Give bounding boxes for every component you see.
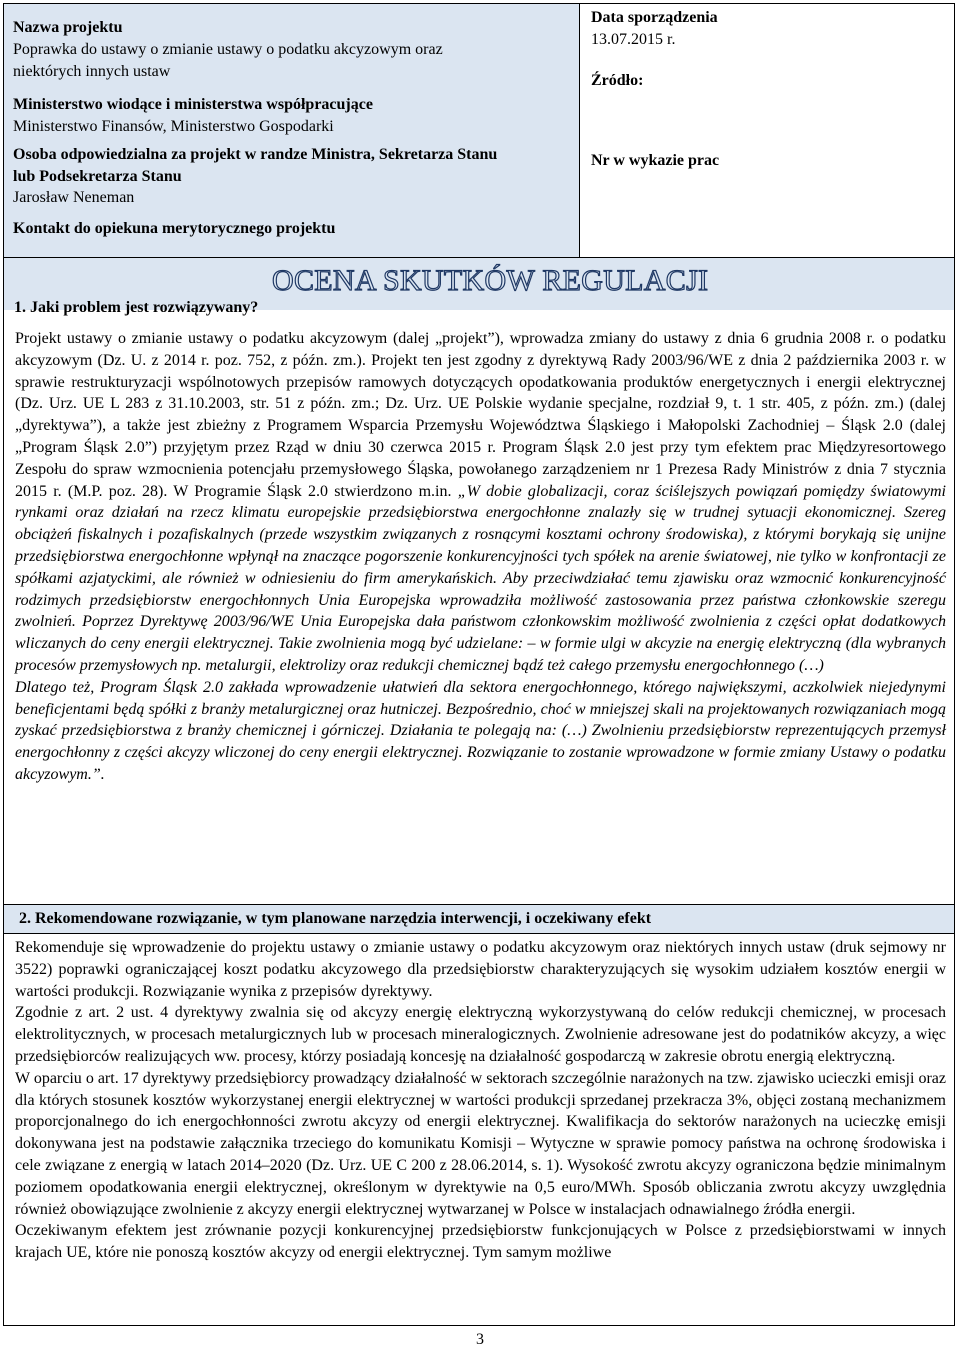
project-label: Nazwa projektu: [13, 19, 123, 36]
worklist-label: Nr w wykazie prac: [591, 152, 720, 169]
section1-text-a: Projekt ustawy o zmianie ustawy o podatku akcyzowym (dalej „projekt”), wprowadza zmiany do ustawy z dnia 6 grudnia 2008 r. o podatku akcyzowym (Dz. U. z 2014 r. poz. 752, z późn. zm.). Projekt ten jest zgodny z dyrektywą Rady 2003/96/WE z dnia 2 października 2003 r. w sprawie restrukturyzacji wspólnotowych przepisów ramowych dotyczących opodatkowania produktów energetycznych i energii elektrycznej (Dz. Urz. UE L 283 z 31.10.2003, str. 51 z późn. zm.; Dz. Urz. UE Polskie wydanie specjalne, rozdział 9, t. 1 str. 405, z późn. zm.) (dalej „dyrektywa”), a także jest zbieżny z Programem Wsparcia Przemysłu Województwa Śląskiego i Małopolski Zachodniej – Śląsk 2.0 (dalej „Program Śląsk 2.0”) przyjętym przez Rząd w dniu 30 czerwca 2015 r. Program Śląsk 2.0 jest przy tym efektem prac Międzyresortowego Zespołu do spraw wzmocnienia potencjału przemysłowego Śląska, powołanego zarządzeniem nr 1 Prezesa Rady Ministrów z dnia 7 stycznia 2015 r. (M.P. poz. 28). W Programie Śląsk 2.0 stwierdzono m.in.: [15, 330, 946, 500]
person-value: Jarosław Neneman: [13, 189, 135, 206]
source-label: Źródło:: [591, 72, 644, 89]
section2-para2: Zgodnie z art. 2 ust. 4 dyrektywy zwalnia się od akcyzy energię elektryczną wykorzystywaną do celów redukcji chemicznej, w procesach elektrolitycznych, w procesach metalurgicznych lub w procesach mineralogicznych. Zwolnienie adresowane jest do podatników akcyzy, a więc przedsiębiorców realizujących ww. procesy, którzy posiadają koncesję na działalność gospodarczą w zakresie obrotu energią elektryczną.: [15, 1004, 946, 1065]
header-left-cell: [4, 4, 580, 257]
section2-heading: 2. Rekomendowane rozwiązanie, w tym planowane narzędzia interwencji, i oczekiwany efekt: [19, 910, 652, 927]
header-right-cell: [580, 4, 954, 257]
section1-quote-a: „W dobie globalizacji, coraz ściślejszych powiązań pomiędzy światowymi rynkami oraz działań na rzecz klimatu europejskie przedsiębiorstwa energochłonne znalazły się w trudnej sytuacji ekonomicznej. Szereg obciążeń fiskalnych i pozafiskalnych (przede wszystkim związanych z rosnącymi kosztami ochrony środowiska), z którymi borykają się unijne przedsiębiorstwa energochłonne wpłynął na znaczące pogorszenie konkurencyjności tych spółek na arenie światowej, nie tylko w konfrontacji ze spółkami azjatyckimi, ale również w odniesieniu do firm amerykańskich. Aby przeciwdziałać temu zjawisku oraz wzmocnić konkurencyjność rodzimych przedsiębiorstw energochłonnych Unia Europejska wprowadziła możliwość zastosowania przez państwa członkowskie szeregu zwolnień. Poprzez Dyrektywę 2003/96/WE Unia Europejska dała państwom członkowskim możliwość zwolnienia z części opłat dodatkowych wliczanych do ceny energii elektrycznej. Takie zwolnienia mogą być udzielane: – w formie ulgi w akcyzie na energię elektryczną (dla wybranych procesów przemysłowych np. metalurgii, elektrolizy oraz redukcji chemicznej bądź też całego przemysłu energochłonnego (…): [15, 482, 946, 674]
section1-quote-b: Dlatego też, Program Śląsk 2.0 zakłada wprowadzenie ułatwień dla sektora energochłonnego, którego największymi, aczkolwiek niejedynymi beneficjentami będą spółki z branży metalurgicznej oraz hutniczej. Bezpośrednio, choć w mniejszej skali na projektowanych rozwiązaniach mogą zyskać przedsiębiorstwa z branży chemicznej i górniczej. Działania te polegają na: (…) Zwolnieniu przedsiębiorstw reprezentujących przemysł energochłonny z części akcyzy wliczonej do ceny energii elektrycznej. Rozwiązanie to zostanie wprowadzone w formie zmiany Ustawy o podatku akcyzowym.”.: [15, 678, 946, 783]
project-name-line1: Poprawka do ustawy o zmianie ustawy o podatku akcyzowym oraz: [13, 41, 443, 58]
date-value: 13.07.2015 r.: [591, 31, 676, 48]
person-label-line1: Osoba odpowiedzialna za projekt w randze Ministra, Sekretarza Stanu: [13, 146, 498, 163]
section1-body: [15, 328, 946, 786]
section1-heading: 1. Jaki problem jest rozwiązywany?: [14, 299, 259, 316]
section2-para1: Rekomenduje się wprowadzenie do projektu ustawy o zmianie ustawy o podatku akcyzowym oraz niektórych innych ustaw (druk sejmowy nr 3522) poprawki ograniczającej koszt podatku akcyzowego dla przedsiębiorstw charakteryzujących się wysokim udziałem kosztów energii w wartości produkcji. Rozwiązanie wynika z przepisów dyrektywy.: [15, 939, 946, 1000]
document-frame: [3, 3, 955, 1326]
section2-para3: W oparciu o art. 17 dyrektywy przedsiębiorcy prowadzący działalność w sektorach szczególnie narażonych na tzw. zjawisko ucieczki emisji oraz dla których stosunek kosztów wykorzystanej energii elektrycznej w wartości produkcji sprzedanej przekracza 3%, objęci zostaną mechanizmem proporcjonalnego do ich energochłonności zwrotu akcyzy od energii elektrycznej. Kwalifikacja do sektorów narażonych na ucieczkę emisji dokonywana jest na podstawie załącznika trzeciego do komunikatu Komisji – Wytyczne w sprawie pomocy państwa na ochronę środowiska i cele związane z energią w latach 2014–2020 (Dz. Urz. UE C 200 z 28.06.2014, s. 1). Wysokość zwrotu akcyzy ograniczona będzie minimalnym poziomem opodatkowania energii elektrycznej, określonym w dyrektywie na 0,5 euro/MWh. Sposób obliczania zwrotu akcyzy uwzględnia również obowiązujące zwolnienie z akcyzy energii elektrycznej wytwarzanej w Polsce w instalacjach odnawialnego źródła energii.: [15, 1069, 946, 1218]
page-number: 3: [476, 1331, 484, 1348]
person-label-line2: lub Podsekretarza Stanu: [13, 168, 182, 185]
header-table: [4, 4, 954, 257]
section2-para4: Oczekiwanym efektem jest zrównanie pozycji konkurencyjnej przedsiębiorstw funkcjonujących w Polsce z przedsiębiorstwami w innych krajach UE, które nie ponoszą kosztów akcyzy od energii elektrycznej. Tym samym możliwe: [15, 1222, 946, 1262]
ministry-value: Ministerstwo Finansów, Ministerstwo Gospodarki: [13, 118, 334, 135]
project-name-line2: niektórych innych ustaw: [13, 63, 171, 80]
section2-body: [15, 937, 946, 1264]
date-label: Data sporządzenia: [591, 9, 718, 26]
section2-heading-band: [4, 904, 954, 934]
contact-label: Kontakt do opiekuna merytorycznego projektu: [13, 220, 336, 237]
ministry-label: Ministerstwo wiodące i ministerstwa współpracujące: [13, 96, 373, 113]
document-title: OCENA SKUTKÓW REGULACJI: [272, 264, 709, 297]
